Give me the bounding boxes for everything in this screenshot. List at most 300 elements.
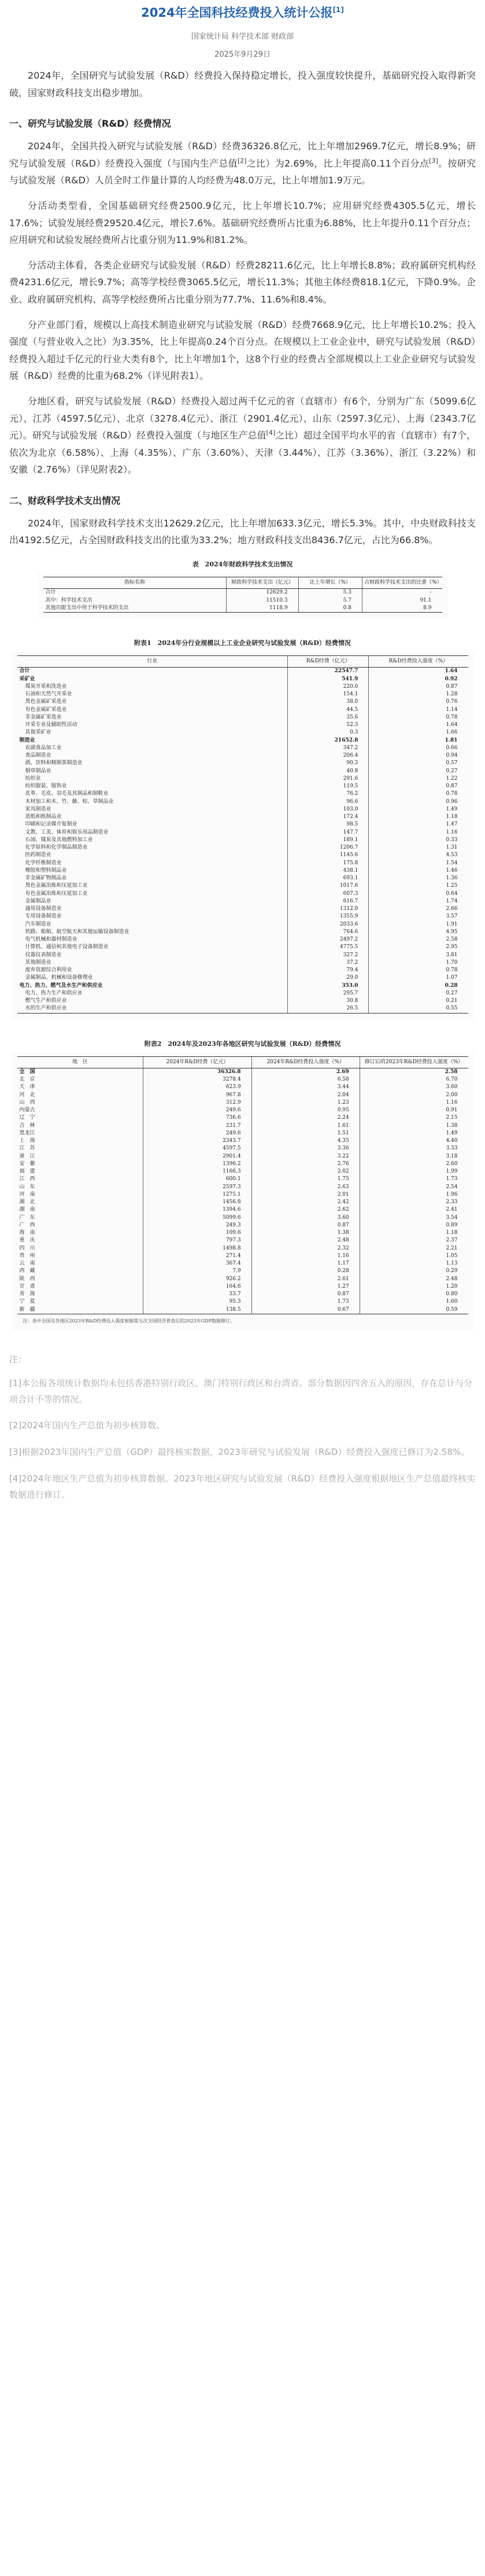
table-row bbox=[17, 1191, 468, 1199]
cell-value: 1.99 bbox=[360, 1168, 468, 1175]
note-2: [2]2024年国内生产总值为初步核算数。 bbox=[9, 1420, 165, 1431]
cell-value: 2.66 bbox=[369, 905, 468, 913]
row-label: 纺织业 bbox=[25, 775, 41, 782]
cell-value: 30.8 bbox=[288, 997, 369, 1005]
row-label: 汽车制造业 bbox=[25, 921, 51, 927]
title-footnote-marker[interactable]: [1] bbox=[332, 6, 344, 14]
row-label: 纺织服装、服饰业 bbox=[25, 783, 67, 790]
table-row bbox=[17, 867, 468, 875]
appendix1-table bbox=[17, 655, 468, 1014]
cell-value: 1.17 bbox=[251, 1260, 360, 1267]
cell-value: 2.48 bbox=[251, 1237, 360, 1244]
row-label: 福 建 bbox=[19, 1169, 35, 1175]
row-label: 吉 林 bbox=[19, 1122, 35, 1129]
table-header-row bbox=[43, 577, 442, 589]
row-label: 海 南 bbox=[19, 1230, 35, 1236]
cell-value: 119.5 bbox=[288, 783, 369, 790]
cell-value: 0.94 bbox=[369, 752, 468, 760]
table-row bbox=[43, 597, 442, 605]
cell-value: 2.61 bbox=[251, 1276, 360, 1283]
section1-paragraph-4: 分产业部门看，规模以上高技术制造业研究与试验发展（R&D）经费7668.9亿元，比上年增长10.2%；投入强度（与营业收入之比）为3.35%，比上年提高0.24个百分点。在规模以上工业企业中，研究与试验发展（R&D）经费投入超过千亿元的行业大类有8个，比上年增加1个，这8个行业的经费占全部规模以上工业企业研究与试验发展（R&D）经费的比重为68.2%（详见附表1）。 bbox=[9, 319, 476, 382]
cell-value: 0.80 bbox=[360, 1291, 468, 1298]
table-row bbox=[17, 1076, 468, 1084]
cell-value: 175.8 bbox=[288, 860, 369, 867]
cell-value: 95.3 bbox=[143, 1298, 251, 1306]
cell-value: 312.9 bbox=[143, 1099, 251, 1107]
cell-value: 2.69 bbox=[251, 1068, 360, 1076]
row-label: 其中：科学技术支出 bbox=[45, 597, 92, 603]
cell-value: 231.7 bbox=[143, 1122, 251, 1130]
cell-value: 3278.4 bbox=[143, 1076, 251, 1084]
cell-value: 1.36 bbox=[369, 875, 468, 882]
footnote-marker[interactable]: [2] bbox=[237, 157, 247, 165]
cell-value: 0.89 bbox=[360, 1222, 468, 1229]
cell-value: 2.37 bbox=[360, 1237, 468, 1244]
cell-value: 2.15 bbox=[360, 1114, 468, 1122]
cell-value: 44.5 bbox=[288, 706, 369, 714]
cell-value: 0.28 bbox=[251, 1267, 360, 1275]
table-row bbox=[17, 683, 468, 691]
table-row bbox=[17, 913, 468, 920]
text-span: 分地区看，研究与试验发展（R&D）经费投入超过两千亿元的省（直辖市）有6个，分别为广东（5099.6亿元）、江苏（4597.5亿元）、北京（3278.4亿元）、浙江（2901.4亿元）、山东（2597.3亿元）、上海（2343.7亿元）。研究与试验发展（R&D）经费投入强度（与地区生产总值 bbox=[9, 395, 476, 441]
column-header: R&D经费（亿元） bbox=[288, 656, 369, 668]
publish-date: 2025年9月29日 bbox=[214, 50, 271, 59]
table1-container bbox=[38, 573, 448, 618]
row-label: 宁 夏 bbox=[19, 1299, 35, 1305]
note-1: [1]本公报各项统计数据均未包括香港特别行政区、澳门特别行政区和台湾省。部分数据因四舍五入的原因，存在总计与分项合计不等的情况。 bbox=[9, 1377, 473, 1405]
table-row bbox=[17, 936, 468, 944]
table-row bbox=[17, 959, 468, 967]
cell-value: 98.5 bbox=[288, 821, 369, 828]
cell-value: 220.0 bbox=[288, 683, 369, 691]
cell-value: 1.73 bbox=[360, 1175, 468, 1183]
table-row bbox=[17, 821, 468, 828]
cell-value: 2.33 bbox=[360, 1199, 468, 1206]
table-row bbox=[17, 775, 468, 783]
row-label: 电力、热力、燃气及水生产和供应业 bbox=[19, 982, 103, 989]
row-label: 非金属矿物制品业 bbox=[25, 875, 67, 882]
cell-value: 1.18 bbox=[360, 1229, 468, 1237]
cell-value: 1.28 bbox=[369, 691, 468, 698]
cell-value: 11510.3 bbox=[227, 597, 298, 605]
cell-value: 347.2 bbox=[288, 745, 369, 752]
table-row bbox=[17, 1092, 468, 1099]
cell-value: 1.13 bbox=[360, 1260, 468, 1267]
cell-value: 3.36 bbox=[251, 1145, 360, 1152]
cell-value: 2.60 bbox=[360, 1160, 468, 1168]
cell-value: 2.62 bbox=[251, 1206, 360, 1214]
cell-value: 2.04 bbox=[251, 1092, 360, 1099]
cell-value: 0.27 bbox=[369, 768, 468, 775]
row-label: 皮革、毛皮、羽毛及其制品和制鞋业 bbox=[25, 791, 109, 797]
cell-value: 0.67 bbox=[251, 1306, 360, 1314]
table-row bbox=[17, 967, 468, 974]
row-label: 安 徽 bbox=[19, 1160, 35, 1167]
row-label: 电力、热力生产和供应业 bbox=[25, 990, 83, 996]
text-span: 。按研究与试验发展（R&D）人员全时工作量计算的人均经费为48.0万元，比上年增加1.9万元。 bbox=[9, 157, 476, 186]
cell-value: 1166.3 bbox=[143, 1168, 251, 1175]
table1-caption: 表 2024年财政科学技术支出情况 bbox=[192, 561, 293, 569]
footnote-marker[interactable]: [3] bbox=[429, 157, 438, 165]
row-label: 水的生产和供应业 bbox=[17, 1005, 288, 1013]
table-row bbox=[17, 836, 468, 844]
table-row bbox=[17, 1306, 468, 1314]
table-row bbox=[17, 1199, 468, 1206]
cell-value: 6.70 bbox=[360, 1076, 468, 1084]
row-label: 农副食品加工业 bbox=[25, 745, 62, 751]
table1-body bbox=[43, 589, 442, 613]
cell-value: 0.64 bbox=[369, 890, 468, 898]
cell-value: 29.0 bbox=[288, 974, 369, 982]
column-header: 比上年增长（%） bbox=[298, 577, 362, 589]
cell-value: 0.57 bbox=[369, 760, 468, 767]
cell-value: 0.92 bbox=[369, 676, 468, 683]
cell-value: 2.76 bbox=[251, 1160, 360, 1168]
cell-value: 1275.1 bbox=[143, 1191, 251, 1199]
cell-value: 1.75 bbox=[251, 1175, 360, 1183]
row-label: 辽 宁 bbox=[19, 1115, 35, 1121]
notes-heading: 注： bbox=[9, 1354, 27, 1365]
table-row bbox=[17, 1276, 468, 1283]
cell-value: 40.8 bbox=[288, 768, 369, 775]
row-label: 云 南 bbox=[19, 1261, 35, 1267]
cell-value: 0.87 bbox=[251, 1222, 360, 1229]
cell-value: 21652.8 bbox=[288, 737, 369, 745]
table-row bbox=[17, 982, 468, 990]
cell-value: 2.02 bbox=[251, 1168, 360, 1175]
row-label: 非金属矿采选业 bbox=[25, 714, 62, 720]
cell-value: 2343.7 bbox=[143, 1137, 251, 1145]
row-label: 河 北 bbox=[19, 1092, 35, 1098]
column-header: 地 区 bbox=[17, 1056, 143, 1068]
cell-value: 1.16 bbox=[360, 1099, 468, 1107]
cell-value: 2.54 bbox=[360, 1184, 468, 1191]
column-header: 指标名称 bbox=[43, 577, 227, 589]
cell-value: 0.27 bbox=[369, 990, 468, 997]
section1-paragraph-3: 分活动主体看，各类企业研究与试验发展（R&D）经费28211.6亿元，比上年增长8.8%；政府属研究机构经费4231.6亿元，增长9.7%；高等学校经费3065.5亿元，增长11.3%；其他主体经费818.1亿元，下降0.9%。企业、政府属研究机构、高等学校经费所占比重分别为77.7%、11.6%和8.4%。 bbox=[9, 259, 476, 305]
table-row bbox=[17, 875, 468, 882]
appendix1-caption: 附表1 2024年分行业规模以上工业企业研究与试验发展（R&D）经费情况 bbox=[134, 639, 351, 647]
table-row bbox=[17, 1214, 468, 1222]
cell-value: 1.81 bbox=[369, 737, 468, 745]
cell-value: 0.8 bbox=[298, 605, 362, 613]
cell-value: 600.1 bbox=[143, 1175, 251, 1183]
row-label: 有色金属冶炼和压延加工业 bbox=[25, 890, 88, 897]
cell-value: 607.3 bbox=[288, 890, 369, 898]
row-label: 甘 肃 bbox=[19, 1283, 35, 1289]
cell-value: 623.9 bbox=[143, 1084, 251, 1091]
row-label: 计算机、通信和其他电子设备制造业 bbox=[25, 944, 109, 950]
cell-value: 271.4 bbox=[143, 1252, 251, 1260]
row-label: 石油、煤炭及其他燃料加工业 bbox=[25, 836, 93, 843]
row-label: 北 京 bbox=[19, 1077, 35, 1083]
row-label: 全 国 bbox=[19, 1068, 35, 1075]
table-row bbox=[17, 714, 468, 721]
row-label: 造纸和纸制品业 bbox=[25, 814, 62, 820]
cell-value: 291.6 bbox=[288, 775, 369, 783]
cell-value: 172.4 bbox=[288, 813, 369, 821]
cell-value: 1.96 bbox=[360, 1191, 468, 1199]
cell-value: 0.95 bbox=[251, 1107, 360, 1114]
row-label: 医药制造业 bbox=[25, 852, 51, 858]
row-label: 山 西 bbox=[19, 1099, 35, 1105]
cell-value: 4.95 bbox=[369, 928, 468, 936]
row-label: 内蒙古 bbox=[19, 1107, 35, 1114]
cell-value: 3.22 bbox=[251, 1153, 360, 1160]
row-label: 化学原料和化学制品制造业 bbox=[25, 845, 88, 851]
table-row bbox=[17, 752, 468, 760]
table-row bbox=[17, 813, 468, 821]
column-header: 占财政科学技术支出的比重（%） bbox=[362, 577, 442, 589]
cell-value: 2.32 bbox=[251, 1245, 360, 1252]
row-label: 石油和天然气开采业 bbox=[25, 691, 72, 698]
row-label: 有色金属矿采选业 bbox=[25, 706, 67, 713]
table-row bbox=[17, 952, 468, 959]
table-row bbox=[17, 860, 468, 867]
cell-value: 91.1 bbox=[362, 597, 442, 605]
table-row bbox=[17, 905, 468, 913]
cell-value: 797.3 bbox=[143, 1237, 251, 1244]
cell-value: 1.64 bbox=[369, 668, 468, 676]
column-header: 2024年R&D经费投入强度（%） bbox=[251, 1056, 360, 1068]
table-row bbox=[17, 676, 468, 683]
section1-paragraph-1 bbox=[9, 138, 476, 189]
cell-value: 1.60 bbox=[360, 1298, 468, 1306]
appendix2-table bbox=[17, 1056, 468, 1314]
row-label: 江 西 bbox=[19, 1176, 35, 1182]
cell-value: 4.35 bbox=[251, 1137, 360, 1145]
cell-value: 2.58 bbox=[360, 1068, 468, 1076]
row-label: 天 津 bbox=[19, 1084, 35, 1090]
cell-value: 6.58 bbox=[251, 1076, 360, 1084]
cell-value: 206.4 bbox=[288, 752, 369, 760]
row-label: 黑色金属冶炼和压延加工业 bbox=[25, 883, 88, 889]
table-row bbox=[17, 760, 468, 767]
table-row bbox=[43, 589, 442, 597]
cell-value: 4.53 bbox=[369, 852, 468, 859]
row-label: 其他制造业 bbox=[25, 959, 51, 965]
cell-value: 353.0 bbox=[288, 982, 369, 990]
cell-value: 3.60 bbox=[251, 1214, 360, 1222]
table-row bbox=[17, 1291, 468, 1298]
row-label: 合计 bbox=[45, 589, 56, 596]
row-label: 其他功能支出中用于科学技术的支出 bbox=[43, 605, 227, 613]
table-row bbox=[17, 990, 468, 997]
table-row bbox=[17, 921, 468, 928]
cell-value: 2.48 bbox=[360, 1276, 468, 1283]
cell-value: 1.23 bbox=[251, 1099, 360, 1107]
row-label: 金属制品、机械和设备修理业 bbox=[25, 975, 93, 981]
table-row bbox=[17, 852, 468, 859]
row-label: 青 海 bbox=[19, 1291, 35, 1298]
cell-value: 2597.3 bbox=[143, 1184, 251, 1191]
cell-value: 164.6 bbox=[143, 1283, 251, 1291]
cell-value: 0.3 bbox=[288, 729, 369, 736]
table-row bbox=[17, 1114, 468, 1122]
cell-value: 1017.6 bbox=[288, 882, 369, 890]
column-header: R&D经费投入强度（%） bbox=[369, 656, 468, 668]
row-label: 文教、工美、体育和娱乐用品制造业 bbox=[25, 829, 109, 835]
table-row bbox=[17, 745, 468, 752]
cell-value: 2.01 bbox=[251, 1191, 360, 1199]
cell-value: 736.6 bbox=[143, 1114, 251, 1122]
appendix2-footnote: 注：表中全国及各地区2023年R&D经费投入强度根据第五次全国经济普查后的2023年GDP数据修订。 bbox=[23, 1318, 235, 1324]
cell-value: 109.6 bbox=[143, 1229, 251, 1237]
cell-value: 3.33 bbox=[360, 1145, 468, 1152]
table-row bbox=[43, 605, 442, 613]
table-row bbox=[17, 829, 468, 836]
cell-value: 1312.0 bbox=[288, 905, 369, 913]
cell-value: 1.73 bbox=[251, 1298, 360, 1306]
section1-heading: 一、研究与试验发展（R&D）经费情况 bbox=[9, 118, 171, 130]
row-label: 四 川 bbox=[19, 1245, 35, 1251]
cell-value: 4597.5 bbox=[143, 1145, 251, 1152]
cell-value: 1206.7 bbox=[288, 844, 369, 852]
cell-value: 0.96 bbox=[369, 798, 468, 806]
footnote-marker[interactable]: [4] bbox=[266, 429, 276, 437]
cell-value: 96.6 bbox=[288, 798, 369, 806]
cell-value: 1.70 bbox=[369, 959, 468, 967]
cell-value: 0.78 bbox=[369, 714, 468, 721]
cell-value: 3.44 bbox=[251, 1084, 360, 1091]
cell-value: 2.95 bbox=[369, 944, 468, 951]
row-label: 西 藏 bbox=[19, 1268, 35, 1274]
cell-value: 12629.2 bbox=[227, 589, 298, 597]
cell-value: 3.60 bbox=[360, 1084, 468, 1091]
cell-value: 103.0 bbox=[288, 806, 369, 813]
cell-value: 0.28 bbox=[369, 982, 468, 990]
cell-value: 2901.4 bbox=[143, 1153, 251, 1160]
row-label: 专用设备制造业 bbox=[25, 913, 62, 920]
table-row bbox=[17, 1160, 468, 1168]
table-row bbox=[17, 691, 468, 698]
table-row bbox=[17, 1168, 468, 1175]
cell-value: 0.21 bbox=[369, 997, 468, 1005]
section1-paragraph-5 bbox=[9, 393, 476, 478]
cell-value: - bbox=[362, 589, 442, 597]
cell-value: 2.24 bbox=[251, 1114, 360, 1122]
row-label: 陕 西 bbox=[19, 1276, 35, 1282]
row-label: 酒、饮料和精制茶制造业 bbox=[25, 760, 83, 766]
cell-value: 3.54 bbox=[360, 1214, 468, 1222]
cell-value: 249.6 bbox=[143, 1130, 251, 1137]
cell-value: 189.1 bbox=[288, 836, 369, 844]
cell-value: 1.05 bbox=[360, 1252, 468, 1260]
cell-value: 1.31 bbox=[369, 844, 468, 852]
cell-value: 0.76 bbox=[369, 698, 468, 706]
table-row bbox=[17, 928, 468, 936]
cell-value: 1.25 bbox=[369, 882, 468, 890]
cell-value: 36326.8 bbox=[143, 1068, 251, 1076]
cell-value: 38.0 bbox=[288, 698, 369, 706]
table-row bbox=[17, 790, 468, 798]
cell-value: 616.7 bbox=[288, 898, 369, 905]
cell-value: 1.14 bbox=[369, 706, 468, 714]
cell-value: 0.87 bbox=[251, 1291, 360, 1298]
text-span: 之比）为2.69%，比上年提高0.11个百分点 bbox=[246, 157, 430, 169]
table-row bbox=[17, 1252, 468, 1260]
row-label: 贵 州 bbox=[19, 1252, 35, 1259]
appendix2-body bbox=[17, 1068, 468, 1314]
cell-value: 1394.6 bbox=[143, 1206, 251, 1214]
cell-value: 1.38 bbox=[360, 1122, 468, 1130]
row-label: 通用设备制造业 bbox=[25, 906, 62, 912]
article bbox=[0, 3, 485, 1503]
table-row bbox=[17, 997, 468, 1005]
column-header: 行业 bbox=[17, 656, 288, 668]
cell-value: 1.66 bbox=[369, 729, 468, 736]
cell-value: 438.1 bbox=[288, 867, 369, 875]
table-row bbox=[17, 668, 468, 676]
cell-value: 2.21 bbox=[360, 1245, 468, 1252]
row-label: 食品制造业 bbox=[25, 753, 51, 759]
row-label: 黑色金属矿采选业 bbox=[25, 699, 67, 705]
row-label: 湖 北 bbox=[19, 1199, 35, 1206]
row-label: 上 海 bbox=[19, 1138, 35, 1144]
row-label: 湖 南 bbox=[19, 1207, 35, 1213]
cell-value: 7.9 bbox=[143, 1267, 251, 1275]
row-label: 废弃资源综合利用业 bbox=[25, 967, 72, 974]
column-header: 财政科学技术支出（亿元） bbox=[227, 577, 298, 589]
cell-value: 0.91 bbox=[360, 1107, 468, 1114]
table-row bbox=[17, 1245, 468, 1252]
row-label: 开采专业及辅助性活动 bbox=[25, 722, 77, 728]
text-span: 之比）超过全国平均水平的省（直辖市）有7个，依次为北京（6.58%）、上海（4.35%）、广东（3.60%）、天津（3.44%）、江苏（3.36%）、浙江（3.22%）和安徽（2.76%）（详见附表2）。 bbox=[9, 430, 476, 476]
table-row bbox=[17, 1237, 468, 1244]
cell-value: 1498.8 bbox=[143, 1245, 251, 1252]
section1-paragraph-2: 分活动类型看，全国基础研究经费2500.9亿元，比上年增长10.7%；应用研究经费4305.5亿元，增长17.6%；试验发展经费29520.4亿元，增长7.6%。基础研究经费所占比重为6.88%，比上年提升0.11个百分点；应用研究和试验发展经费所占比重分别为11.9%和81.2%。 bbox=[9, 200, 476, 246]
cell-value: 1.61 bbox=[251, 1122, 360, 1130]
cell-value: 1.16 bbox=[369, 829, 468, 836]
table-row bbox=[17, 1153, 468, 1160]
cell-value: 367.4 bbox=[143, 1260, 251, 1267]
table-row bbox=[17, 882, 468, 890]
cell-value: 1.46 bbox=[369, 867, 468, 875]
cell-value: 0.59 bbox=[360, 1306, 468, 1314]
table-row bbox=[17, 798, 468, 806]
intro-paragraph: 2024年，全国研究与试验发展（R&D）经费投入保持稳定增长，投入强度较快提升，基础研究投入取得新突破，国家财政科技支出稳步增加。 bbox=[9, 70, 476, 98]
table-row bbox=[17, 1298, 468, 1306]
cell-value: 5.3 bbox=[298, 589, 362, 597]
cell-value: 0.78 bbox=[369, 967, 468, 974]
cell-value: 1.54 bbox=[369, 860, 468, 867]
cell-value: 1.49 bbox=[369, 806, 468, 813]
cell-value: 35.6 bbox=[288, 714, 369, 721]
cell-value: 33.7 bbox=[143, 1291, 251, 1298]
cell-value: 0.66 bbox=[369, 745, 468, 752]
row-label: 黑龙江 bbox=[19, 1130, 35, 1136]
cell-value: 1.47 bbox=[369, 821, 468, 828]
table-header-row bbox=[17, 1056, 468, 1068]
cell-value: 295.7 bbox=[288, 990, 369, 997]
cell-value: 0.55 bbox=[369, 1005, 468, 1013]
row-label: 化学纤维制造业 bbox=[25, 860, 62, 866]
table-row bbox=[17, 1145, 468, 1152]
cell-value: 1145.6 bbox=[288, 852, 369, 859]
cell-value: 0.87 bbox=[369, 783, 468, 790]
row-label: 广 西 bbox=[19, 1222, 35, 1228]
row-label: 新 疆 bbox=[17, 1306, 143, 1314]
cell-value: 1396.2 bbox=[143, 1160, 251, 1168]
cell-value: 138.5 bbox=[143, 1306, 251, 1314]
cell-value: 1.51 bbox=[251, 1130, 360, 1137]
appendix1-container bbox=[12, 652, 474, 1019]
table1 bbox=[43, 577, 442, 613]
cell-value: 2.58 bbox=[369, 936, 468, 944]
cell-value: 1.38 bbox=[251, 1229, 360, 1237]
row-label: 仪器仪表制造业 bbox=[25, 952, 62, 958]
table-row bbox=[17, 844, 468, 852]
